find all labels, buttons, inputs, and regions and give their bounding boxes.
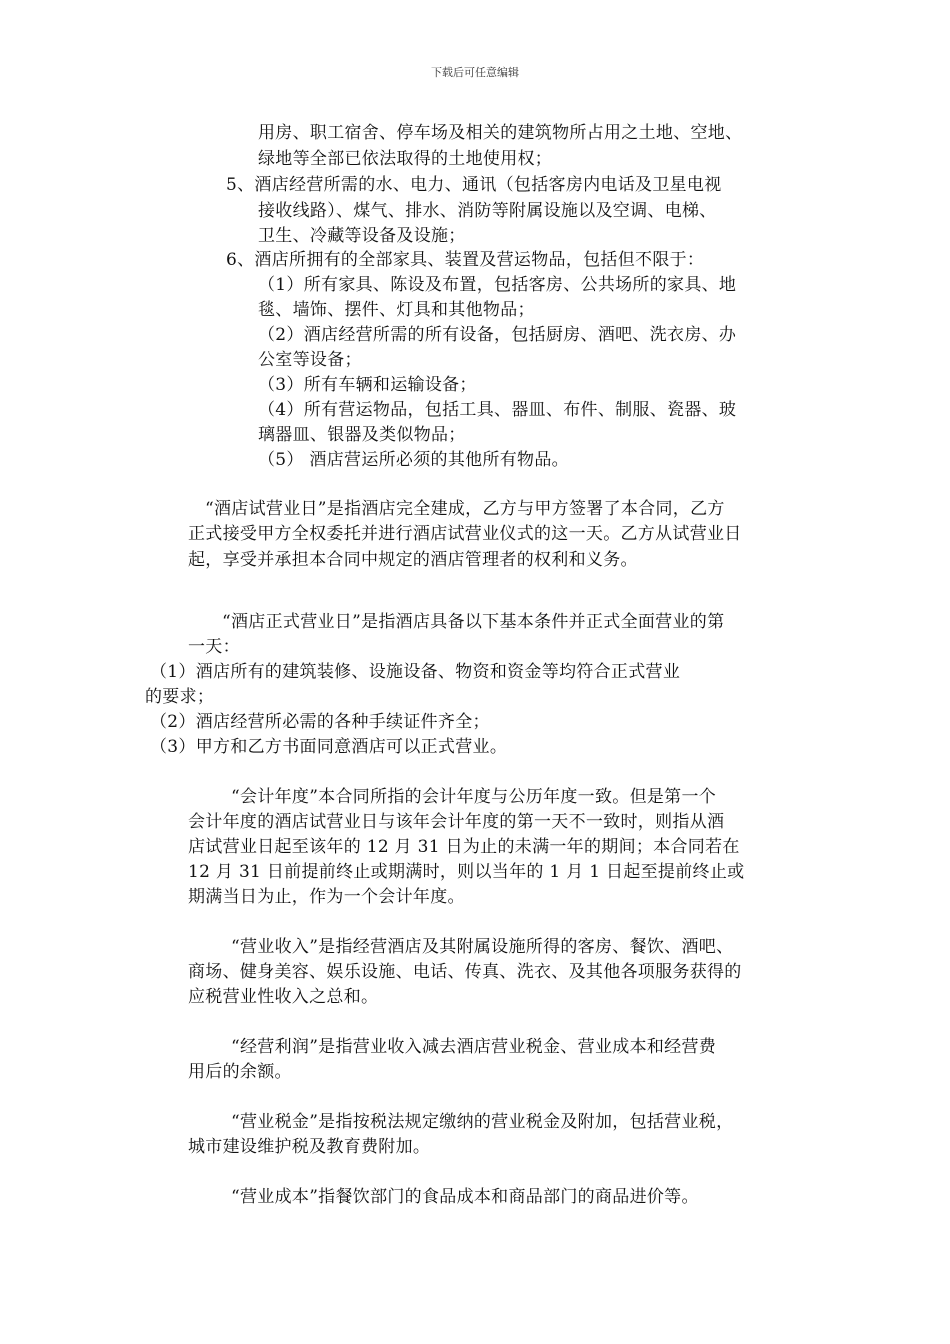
sub-item-5-line: （5） 酒店营运所必须的其他所有物品。	[258, 450, 569, 470]
business-tax-line-1: “营业税金”是指按税法规定缴纳的营业税金及附加，包括营业税，	[231, 1112, 734, 1132]
fiscal-year-line-4: 12 月 31 日前提前终止或期满时，则以当年的 1 月 1 日起至提前终止或	[188, 862, 745, 882]
trial-opening-line-2: 正式接受甲方全权委托并进行酒店试营业仪式的这一天。乙方从试营业日	[188, 524, 742, 544]
formal-opening-intro-line-2: 一天：	[188, 637, 240, 657]
fiscal-year-line-2: 会计年度的酒店试营业日与该年会计年度的第一天不一致时，则指从酒	[188, 812, 725, 832]
business-cost-line: “营业成本”指餐饮部门的食品成本和商品部门的商品进价等。	[231, 1187, 699, 1207]
item-6-line: 6、酒店所拥有的全部家具、装置及营运物品，包括但不限于：	[226, 250, 705, 270]
formal-condition-1-line-1: （1）酒店所有的建筑装修、设施设备、物资和资金等均符合正式营业	[150, 662, 681, 682]
item-5-line-1: 5、酒店经营所需的水、电力、通讯（包括客房内电话及卫星电视	[226, 175, 722, 195]
business-tax-line-2: 城市建设维护税及教育费附加。	[188, 1137, 431, 1157]
revenue-line-1: “营业收入”是指经营酒店及其附属设施所得的客房、餐饮、酒吧、	[231, 937, 734, 957]
revenue-line-2: 商场、健身美容、娱乐设施、电话、传真、洗衣、及其他各项服务获得的	[188, 962, 742, 982]
operating-profit-line-1: “经营利润”是指营业收入减去酒店营业税金、营业成本和经营费	[231, 1037, 717, 1057]
fiscal-year-line-1: “会计年度”本合同所指的会计年度与公历年度一致。但是第一个	[231, 787, 717, 807]
sub-item-1-line-1: （1）所有家具、陈设及布置，包括客房、公共场所的家具、地	[258, 275, 737, 295]
sub-item-4-line-2: 璃器皿、银器及类似物品；	[258, 425, 466, 445]
item-4-line-2: 绿地等全部已依法取得的土地使用权；	[258, 149, 553, 169]
page-header: 下载后可任意编辑	[431, 66, 519, 79]
item-5-line-2: 接收线路）、煤气、排水、消防等附属设施以及空调、电梯、	[258, 201, 717, 221]
revenue-line-3: 应税营业性收入之总和。	[188, 987, 379, 1007]
sub-item-2-line-2: 公室等设备；	[258, 350, 362, 370]
sub-item-1-line-2: 毯、墙饰、摆件、灯具和其他物品；	[258, 300, 535, 320]
trial-opening-line-1: “酒店试营业日”是指酒店完全建成，乙方与甲方签署了本合同，乙方	[205, 499, 725, 519]
sub-item-3-line: （3）所有车辆和运输设备；	[258, 375, 477, 395]
item-4-line-1: 用房、职工宿舍、停车场及相关的建筑物所占用之土地、空地、	[258, 123, 743, 143]
formal-condition-1-line-2: 的要求；	[145, 687, 215, 707]
formal-condition-3-line: （3）甲方和乙方书面同意酒店可以正式营业。	[150, 737, 508, 757]
operating-profit-line-2: 用后的余额。	[188, 1062, 292, 1082]
sub-item-4-line-1: （4）所有营运物品，包括工具、器皿、布件、制服、瓷器、玻	[258, 400, 737, 420]
formal-condition-2-line: （2）酒店经营所必需的各种手续证件齐全；	[150, 712, 490, 732]
item-5-line-3: 卫生、冷藏等设备及设施；	[258, 226, 466, 246]
trial-opening-line-3: 起，享受并承担本合同中规定的酒店管理者的权利和义务。	[188, 550, 638, 570]
sub-item-2-line-1: （2）酒店经营所需的所有设备，包括厨房、酒吧、洗衣房、办	[258, 325, 737, 345]
formal-opening-intro-line-1: “酒店正式营业日”是指酒店具备以下基本条件并正式全面营业的第	[222, 612, 725, 632]
fiscal-year-line-3: 店试营业日起至该年的 12 月 31 日为止的未满一年的期间；本合同若在	[188, 837, 740, 857]
fiscal-year-line-5: 期满当日为止，作为一个会计年度。	[188, 887, 465, 907]
